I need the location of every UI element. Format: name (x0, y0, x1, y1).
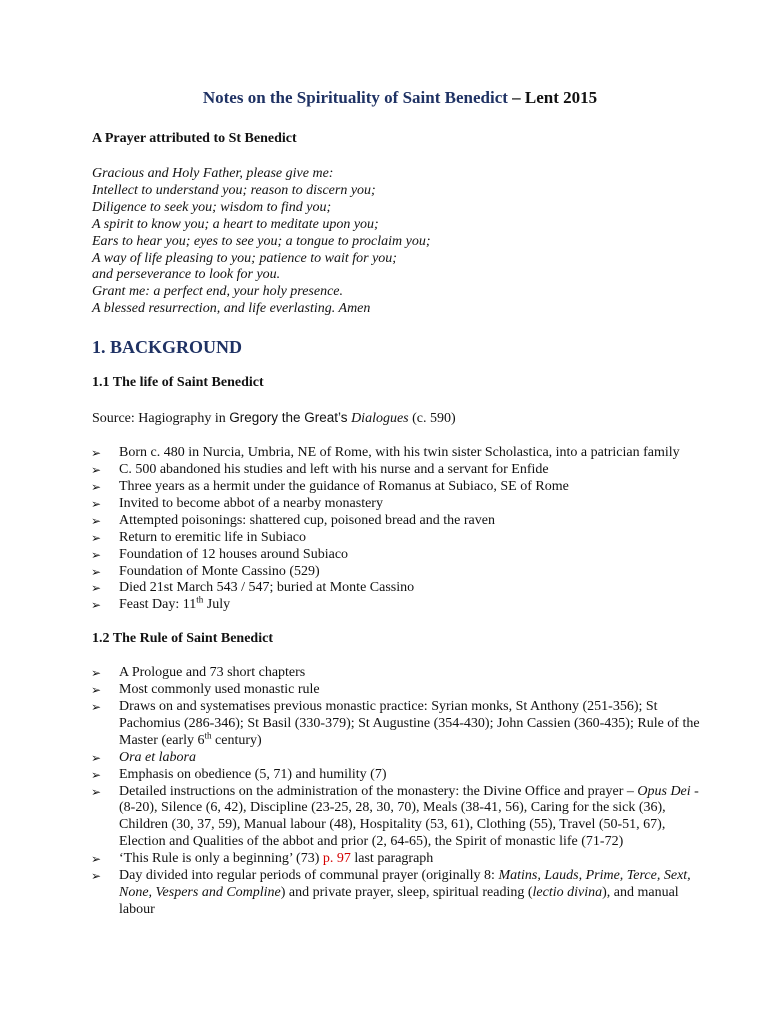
arrow-bullet-icon: ➢ (91, 547, 102, 562)
arrow-bullet-icon: ➢ (91, 564, 102, 579)
subsection-heading-rule: 1.2 The Rule of Saint Benedict (92, 631, 273, 647)
title-main: Notes on the Spirituality of Saint Benedict (202, 88, 508, 107)
list-item: ➢ Three years as a hermit under the guidance of Romanus at Subiaco, SE of Rome (91, 478, 569, 494)
arrow-bullet-icon: ➢ (91, 852, 102, 867)
prayer-line: Grant me: a perfect end, your holy presence. (92, 284, 344, 300)
list-item: ➢ Invited to become abbot of a nearby monastery (91, 495, 383, 511)
prayer-line: Intellect to understand you; reason to discern you; (92, 182, 376, 198)
prayer-line: and perseverance to look for you. (92, 267, 281, 283)
title-tail: – Lent 2015 (507, 88, 598, 107)
source-suffix: (c. 590) (408, 411, 456, 427)
source-work: Dialogues (351, 411, 409, 427)
prayer-heading: A Prayer attributed to St Benedict (92, 131, 297, 146)
list-item: ➢ Born c. 480 in Nurcia, Umbria, NE of Rome, with his twin sister Scholastica, into a patrician family (91, 445, 680, 461)
prayer-line: A spirit to know you; a heart to meditate upon you; (92, 216, 379, 232)
list-item-feast-day: ➢ Feast Day: 11th July (91, 594, 231, 613)
arrow-bullet-icon: ➢ (91, 581, 102, 596)
arrow-bullet-icon: ➢ (91, 683, 102, 698)
list-item: ➢ C. 500 abandoned his studies and left with his nurse and a servant for Enfide (91, 462, 549, 478)
arrow-bullet-icon: ➢ (91, 598, 102, 613)
prayer-line: Diligence to seek you; wisdom to find you; (92, 199, 332, 215)
arrow-bullet-icon: ➢ (91, 446, 102, 461)
arrow-bullet-icon: ➢ (91, 784, 102, 799)
list-item: ➢ Most commonly used monastic rule (91, 682, 320, 698)
list-item: ➢ Attempted poisonings: shattered cup, poisoned bread and the raven (91, 512, 495, 528)
arrow-bullet-icon: ➢ (91, 869, 102, 884)
life-bullet-list (92, 445, 708, 614)
list-item: ➢ Return to eremitic life in Subiaco (91, 529, 307, 545)
page-reference-link[interactable]: p. 97 (322, 851, 351, 867)
list-item: ➢ A Prologue and 73 short chapters (91, 665, 306, 681)
arrow-bullet-icon: ➢ (91, 530, 102, 545)
list-item: ➢ Detailed instructions on the administration of the monastery: the Divine Office and prayer – Opus Dei - (8-20), Silence (6, 42), Discipline (23-25, 28, 30, 70), Meals (38-41, 56), Caring for the sick (36), Children (30, 37, 59), Manual labour (48), Hospitality (53, 61), Clothing (55), Travel (50-51, 67), Election and Qualities of the abbot and prior (2, 64-65), the Spirit of monastic life (71-72) (91, 783, 699, 850)
prayer-line: A way of life pleasing to you; patience to wait for you; (92, 250, 397, 266)
document-title (92, 0, 708, 108)
source-prefix: Source: Hagiography in (92, 411, 230, 427)
prayer-text (92, 166, 708, 318)
list-item: ➢ Ora et labora (91, 749, 196, 765)
list-item: ➢ ‘This Rule is only a beginning’ (73) p. 97 last paragraph (91, 851, 434, 867)
arrow-bullet-icon: ➢ (91, 496, 102, 511)
list-item: ➢ Day divided into regular periods of communal prayer (originally 8: Matins, Lauds, Prime, Terce, Sext, None, Vespers and Compline) and private prayer, sleep, spiritual reading (lectio divina), and manual labour (91, 868, 691, 917)
prayer-line: Ears to hear you; eyes to see you; a tongue to proclaim you; (92, 233, 431, 249)
list-item: ➢ Foundation of 12 houses around Subiaco (91, 546, 349, 562)
arrow-bullet-icon: ➢ (91, 767, 102, 782)
arrow-bullet-icon: ➢ (91, 513, 102, 528)
list-item: ➢ Emphasis on obedience (5, 71) and humility (7) (91, 766, 387, 782)
list-item: ➢ Died 21st March 543 / 547; buried at Monte Cassino (91, 580, 415, 596)
arrow-bullet-icon: ➢ (91, 750, 102, 765)
arrow-bullet-icon: ➢ (91, 700, 102, 715)
prayer-line: Gracious and Holy Father, please give me: (92, 166, 334, 181)
list-item: ➢ Draws on and systematises previous monastic practice: Syrian monks, St Anthony (251-356); St Pachomius (286-346); St Basil (330-379); St Augustine (354-430); John Cassien (360-435); Rule of the Master (early 6th century) (91, 699, 700, 748)
list-item: ➢ Foundation of Monte Cassino (529) (91, 563, 320, 579)
arrow-bullet-icon: ➢ (91, 666, 102, 681)
subsection-heading-life: 1.1 The life of Saint Benedict (92, 375, 264, 391)
arrow-bullet-icon: ➢ (91, 463, 102, 478)
section-heading-background: 1. BACKGROUND (92, 337, 243, 358)
source-author: Gregory the Great’s (229, 410, 348, 426)
arrow-bullet-icon: ➢ (91, 479, 102, 494)
prayer-line: A blessed resurrection, and life everlasting. Amen (92, 301, 371, 317)
rule-bullet-list (92, 665, 708, 919)
source-line (92, 410, 708, 427)
